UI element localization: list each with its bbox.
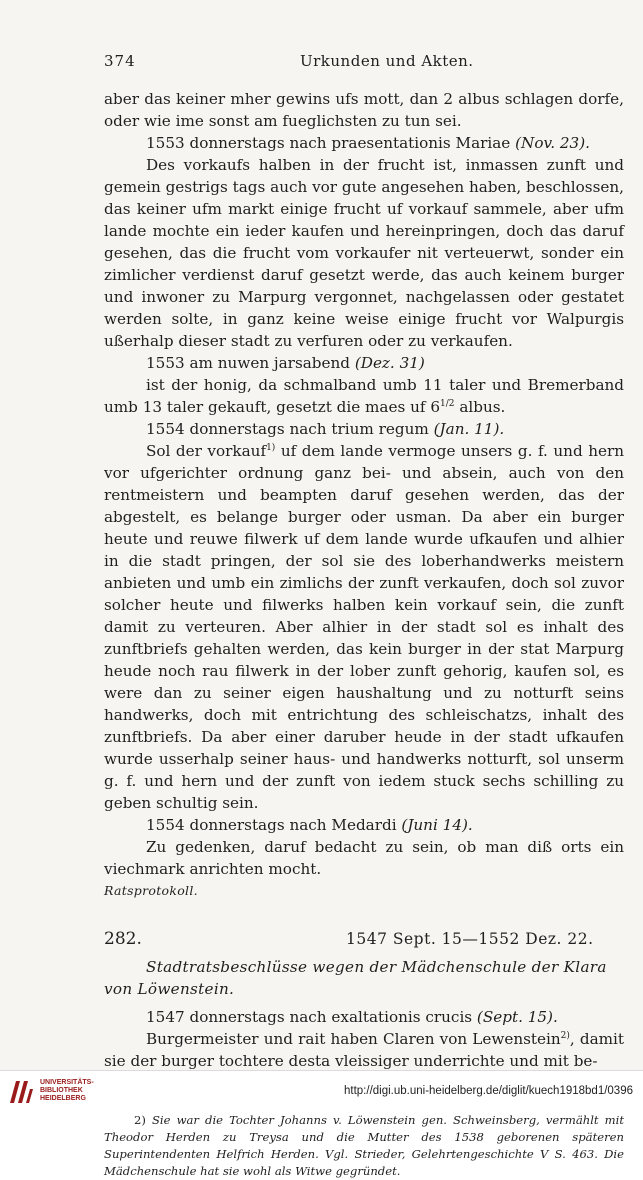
document-title-continued: von Löwenstein. xyxy=(104,980,235,998)
entry-date-note: (Nov. 23). xyxy=(515,134,590,152)
entry-date xyxy=(104,418,624,440)
footnote-marker: 2) xyxy=(134,1113,146,1127)
footnote-ref: 1) xyxy=(266,442,276,453)
entry-date-text: 1553 donnerstags nach praesentationis Mariae xyxy=(146,134,511,152)
entry-date xyxy=(104,1006,624,1028)
paragraph-text: ist der honig, da schmalband umb 11 taler und Bremerband umb 13 taler gekauft, gesetzt die maes uf 6 xyxy=(104,376,624,416)
entry-date-note: (Jan. 11). xyxy=(433,420,505,438)
document-heading xyxy=(104,928,624,950)
university-library-logo-icon[interactable] xyxy=(6,1077,36,1107)
document-number: 282. xyxy=(104,929,142,949)
entry-date xyxy=(104,352,624,374)
document-title xyxy=(146,956,624,978)
footnote xyxy=(104,1112,624,1180)
document-date: 1547 Sept. 15—1552 Dez. 22. xyxy=(346,930,594,948)
entry-date-text: 1547 donnerstags nach exaltationis crucis xyxy=(146,1008,473,1026)
paragraph-text: , damit sie der burger tochtere desta vleissiger underrichte und mit be- xyxy=(104,1030,624,1070)
library-name-line: HEIDELBERG xyxy=(40,1095,86,1102)
entry-date-text: 1554 donnerstags nach trium regum xyxy=(146,420,429,438)
source-note: Ratsprotokoll. xyxy=(104,883,198,898)
permalink-url[interactable]: http://digi.ub.uni-heidelberg.de/diglit/kuech1918bd1/0396 xyxy=(344,1085,633,1097)
entry-date-note: (Sept. 15). xyxy=(476,1008,558,1026)
running-title: Urkunden und Akten. xyxy=(300,52,474,70)
paragraph xyxy=(104,440,624,814)
paragraph-text: uf dem lande vermoge unsers g. f. und hern vor ufgerichter ordnung ganz bei- und absein, auch von den rentmeistern und beampten daruf gesehen werden, das der abgestelt, es belange burger oder usman. Da aber ein burger heute und reuwe filwerk uf dem lande wurde ufkaufen und alhier in die stadt pringen, der sol sie des loberhandwerks meistern anbieten und umb ein zimlichs der zunft verkaufen, doch sol zuvor solcher heute und filwerks halben kein vorkauf sein, die zunft damit zu verteuren. Aber alhier in der stadt sol es inhalt des zunftbriefs gehalten werden, das kein burger in der stat Marpurg heude noch rau filwerk in der lober zunft gehorig, kaufen sol, es were dan zu seiner eigen haushaltung und zu notturft seins handwerks, doch mit entrichtung des schleischatzs, inhalt des zunftbriefs. Da aber einer daruber heude in der stadt ufkaufen wurde usserhalp seiner haus- und handwerks notturft, sol unserm g. f. und hern und der zunft von iedem stuck sechs schilling zu geben schultig sein. xyxy=(104,442,625,812)
document-title-line: Stadtratsbeschlüsse wegen der Mädchenschule der Klara xyxy=(146,958,607,976)
entry-date-text: 1553 am nuwen jarsabend xyxy=(146,354,351,372)
paragraph-text: Burgermeister und rait haben Claren von Lewenstein xyxy=(146,1030,561,1048)
fraction: 1/2 xyxy=(440,398,455,409)
paragraph-text: Sol der vorkauf xyxy=(146,442,267,460)
paragraph xyxy=(104,374,624,418)
paragraph-text: albus. xyxy=(459,398,506,416)
paragraph: Zu gedenken, daruf bedacht zu sein, ob man diß orts ein viechmark anrichten mocht. xyxy=(104,838,624,878)
footnote-text: Sie war die Tochter Johanns v. Löwenstein gen. Schweinsberg, vermählt mit Theodor Herden zu Treysa und die Mutter des 1538 geborenen späteren Superintendenten Helfrich Herden. Vgl. Strieder, Gelehrtengeschichte V S. 463. Die Mädchenschule hat sie wohl als Witwe gegründet. xyxy=(104,1113,625,1178)
page-number: 374 xyxy=(104,52,136,70)
entry-date-note: (Juni 14). xyxy=(401,816,473,834)
library-name-line: UNIVERSITÄTS- xyxy=(40,1079,94,1086)
page-body xyxy=(104,88,624,1180)
library-name-line: BIBLIOTHEK xyxy=(40,1087,83,1094)
library-name[interactable] xyxy=(40,1079,94,1103)
paragraph: Des vorkaufs halben in der frucht ist, inmassen zunft und gemein gestrigs tags auch vor gute angesehen haben, beschlossen, das keiner ufm markt einige frucht uf vorkauf sammele, aber ufm lande mochte ein ieder kaufen und hereinpringen, doch das daruf gesehen, das die frucht vom vorkaufer nit verteuerwt, sonder ein zimlicher verdienst daruf gesetzt werde, das auch keinem burger und inwoner zu Marpurg vergonnet, nachgelassen oder gestatet werden solte, in ganz keine weise einige frucht vor Walpurgis ußerhalp dieser stadt zu verfuren oder zu verkaufen. xyxy=(104,156,624,350)
footnote-ref: 2) xyxy=(560,1030,570,1041)
entry-date xyxy=(104,132,624,154)
running-header xyxy=(104,52,624,74)
entry-date xyxy=(104,814,624,836)
entry-date-note: (Dez. 31) xyxy=(354,354,425,372)
viewer-footer xyxy=(0,1070,643,1113)
paragraph: aber das keiner mher gewins ufs mott, dan 2 albus schlagen dorfe, oder wie ime sonst am fueglichsten zu tun sei. xyxy=(104,90,624,130)
entry-date-text: 1554 donnerstags nach Medardi xyxy=(146,816,397,834)
paragraph xyxy=(104,1028,624,1072)
